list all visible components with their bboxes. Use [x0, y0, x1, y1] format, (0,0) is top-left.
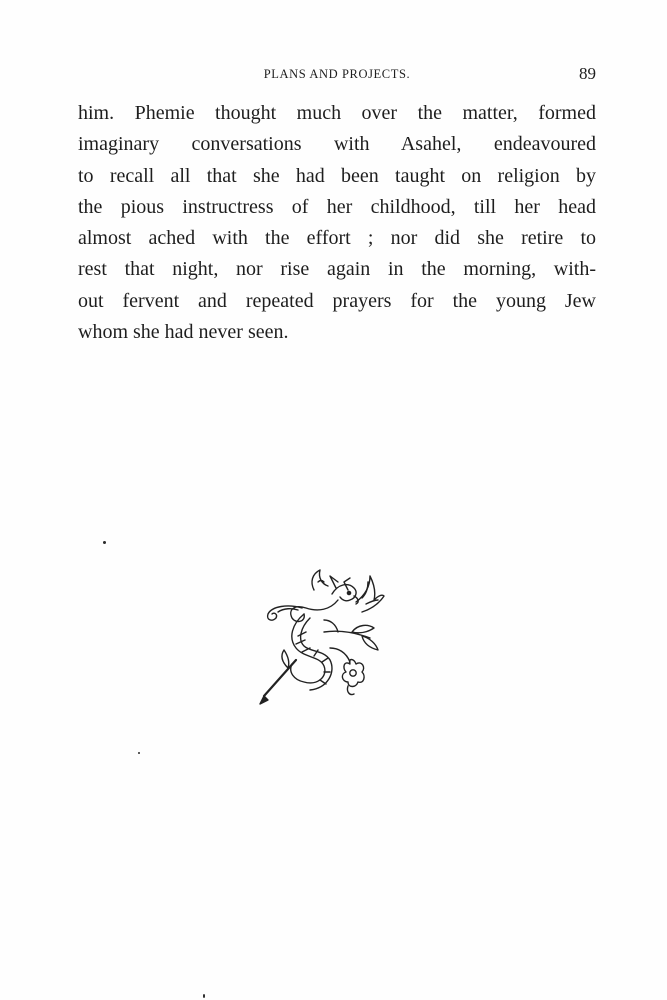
floral-dragon-tailpiece-icon: [258, 552, 390, 712]
text-line: to recall all that she had been taught on religion by: [78, 164, 596, 187]
print-speck: [138, 752, 140, 754]
text-line: whom she had never seen.: [78, 321, 289, 344]
print-speck: [103, 541, 106, 544]
text-line: the pious instructress of her childhood, till her head: [78, 195, 596, 218]
text-line: rest that night, nor rise again in the morning, with-: [78, 258, 596, 281]
body-paragraph: [78, 98, 596, 348]
text-line: out fervent and repeated prayers for the young Jew: [78, 289, 596, 312]
running-head: [78, 64, 596, 86]
running-title: PLANS AND PROJECTS.: [263, 67, 411, 81]
text-line: imaginary conversations with Asahel, endeavoured: [78, 133, 596, 156]
print-speck: [203, 994, 205, 998]
text-line: him. Phemie thought much over the matter, formed: [78, 102, 596, 124]
text-line: almost ached with the effort ; nor did she retire to: [78, 227, 596, 250]
page-number: 89: [579, 64, 596, 83]
